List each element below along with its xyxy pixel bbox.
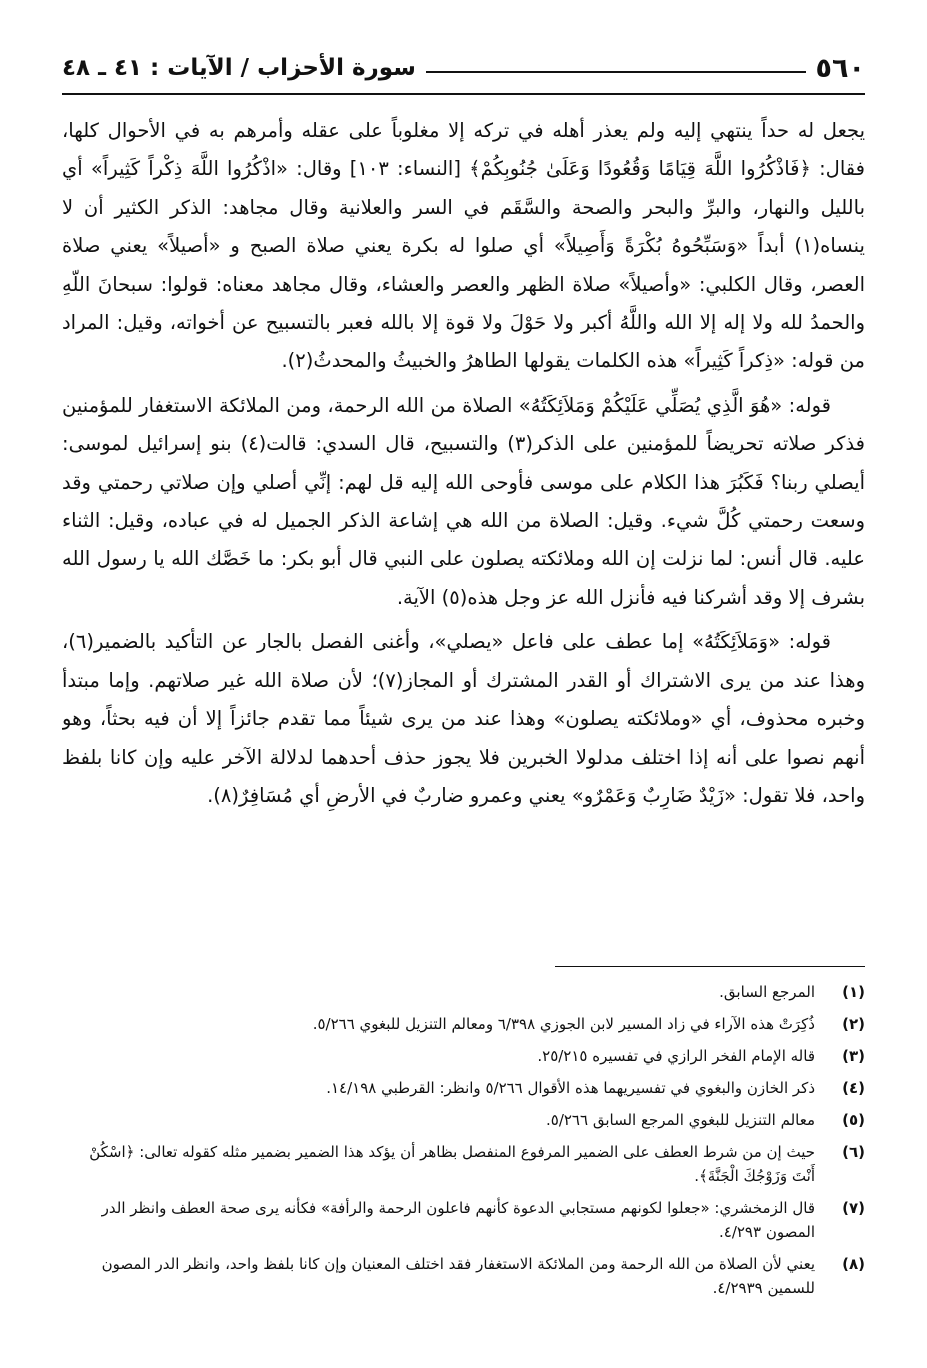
- page-header: [62, 48, 865, 88]
- footnote-text: ذكر الخازن والبغوي في تفسيريهما هذه الأقوال ٥/٢٦٦ وانظر: القرطبي ١٤/١٩٨.: [326, 1079, 815, 1097]
- main-text: [62, 112, 865, 950]
- footnote: [62, 1252, 865, 1300]
- footnote: [62, 1108, 865, 1132]
- footnote-number: (٤): [842, 1079, 865, 1097]
- footnote-number: (٥): [842, 1111, 865, 1129]
- footnote-number: (٣): [842, 1047, 865, 1065]
- header-rule: [62, 93, 865, 95]
- footnote-text: المرجع السابق.: [719, 983, 815, 1001]
- footnote-text: قاله الإمام الفخر الرازي في تفسيره ٢٥/٢١٥.: [537, 1047, 815, 1065]
- footnote: [62, 980, 865, 1004]
- footnote: [62, 1196, 865, 1244]
- footnote-text: معالم التنزيل للبغوي المرجع السابق ٥/٢٦٦.: [545, 1111, 815, 1129]
- footnote: [62, 1012, 865, 1036]
- footnote-text: قال الزمخشري: «جعلوا لكونهم مستجابي الدعوة كأنهم فاعلون الرحمة والرأفة» فكأنه يرى صحة العطف وانظر الدر المصون ٤/٢٩٣.: [101, 1199, 815, 1241]
- footnote-text: يعني لأن الصلاة من الله الرحمة ومن الملائكة الاستغفار فقد اختلف المعنيان وإن كانا بلفظ واحد، وانظر الدر المصون للسمين ٤/٢٩٣٩.: [101, 1255, 815, 1297]
- page-number: ٥٦٠: [815, 52, 865, 84]
- footnote-number: (٦): [842, 1143, 865, 1161]
- running-title: سورة الأحزاب / الآيات : ٤١ ـ ٤٨: [62, 55, 416, 81]
- paragraph: قوله: «هُوَ الَّذِي يُصَلِّي عَلَيْكُمْ وَمَلاَئِكَتُهُ» الصلاة من الله الرحمة، ومن الملائكة الاستغفار للمؤمنين فذكر صلاته تحريضاً للمؤمنين على الذكر(٣) والتسبيح، قال السدي: قالت(٤) بنو إسرائيل لموسى: أيصلي ربنا؟ فَكَبُرَ هذا الكلام على موسى فأوحى الله إليه قل لهم: إنِّي أصلي وإن صلاتي رحمتي وقد وسعت رحمتي كُلَّ شيء. وقيل: الصلاة من الله هي إشاعة الذكر الجميل له في عباده، وقيل: الثناء عليه. قال أنس: لما نزلت إن الله وملائكته يصلون على النبي قال أبو بكر: ما خَصَّك الله يا رسول الله بشرف إلا وقد أشركنا فيه فأنزل الله عز وجل هذه(٥) الآية.: [62, 393, 865, 609]
- footnote: [62, 1076, 865, 1100]
- header-line: [426, 71, 806, 73]
- footnote-text: حيث إن من شرط العطف على الضمير المرفوع المنفصل بظاهر أن يؤكد هذا الضمير بضمير مثله كقوله تعالى: ﴿اسْكُنْ أَنْتَ وَزَوْجُكَ الْجَنَّةَ﴾.: [89, 1143, 815, 1185]
- footnotes: [62, 980, 865, 1325]
- paragraph: قوله: «وَمَلاَئِكَتُهُ» إما عطف على فاعل «يصلي»، وأغنى الفصل بالجار عن التأكيد بالضمير(٦)، وهذا عند من يرى الاشتراك أو القدر المشترك أو المجاز(٧)؛ لأن صلاة الله غير صلاتهم. وإما مبتدأ وخبره محذوف، أي «وملائكته يصلون» وهذا عند من يرى شيئاً مما تقدم جائزاً إلا أن فيه بحثاً، وهو أنهم نصوا على أنه إذا اختلف مدلولا الخبرين فلا يجوز حذف أحدهما لدلالة الآخر عليه وإن كانا بلفظ واحد، فلا تقول: «زَيْدٌ ضَارِبٌ وَعَمْرٌو» يعني وعمرو ضاربٌ في الأرضِ أي مُسَافِرٌ(٨).: [62, 630, 865, 807]
- footnote: [62, 1140, 865, 1188]
- footnote-text: ذُكِرَتْ هذه الآراء في زاد المسير لابن الجوزي ٦/٣٩٨ ومعالم التنزيل للبغوي ٥/٢٦٦.: [312, 1015, 815, 1033]
- footnote-number: (١): [842, 983, 865, 1001]
- footnote-number: (٢): [842, 1015, 865, 1033]
- footnote: [62, 1044, 865, 1068]
- paragraph: يجعل له حداً ينتهي إليه ولم يعذر أهله في تركه إلا مغلوباً على عقله وأمرهم به في الأحوال كلها، فقال: ﴿فَاذْكُرُوا اللَّهَ قِيَامًا وَقُعُودًا وَعَلَىٰ جُنُوبِكُمْ﴾ [النساء: ١٠٣] وقال: «اذْكُرُوا اللَّهَ ذِكْراً كَثِيراً» أي بالليل والنهار، والبرِّ والبحر والصحة والسَّقَم في السر والعلانية وقال مجاهد: الذكر الكثير أن لا ينساه(١) أبداً «وَسَبِّحُوهُ بُكْرَةً وَأَصِيلاً» أي صلوا له بكرة يعني صلاة الصبح و «أصيلاً» يعني صلاة العصر، وقال الكلبي: «وأصيلاً» صلاة الظهر والعصر والعشاء، وقال مجاهد معناه: قولوا: سبحانَ اللّهِ والحمدُ لله ولا إله إلا الله واللَّهُ أكبر ولا حَوْلَ ولا قوة إلا بالله فعبر بالتسبيح عن أخواته، وقيل: المراد من قوله: «ذِكراً كَثِيراً» هذه الكلمات يقولها الطاهرُ والخبيثُ والمحدثُ(٢).: [62, 119, 865, 373]
- footnote-number: (٨): [842, 1255, 865, 1273]
- footnote-separator: [555, 966, 865, 967]
- footnote-number: (٧): [842, 1199, 865, 1217]
